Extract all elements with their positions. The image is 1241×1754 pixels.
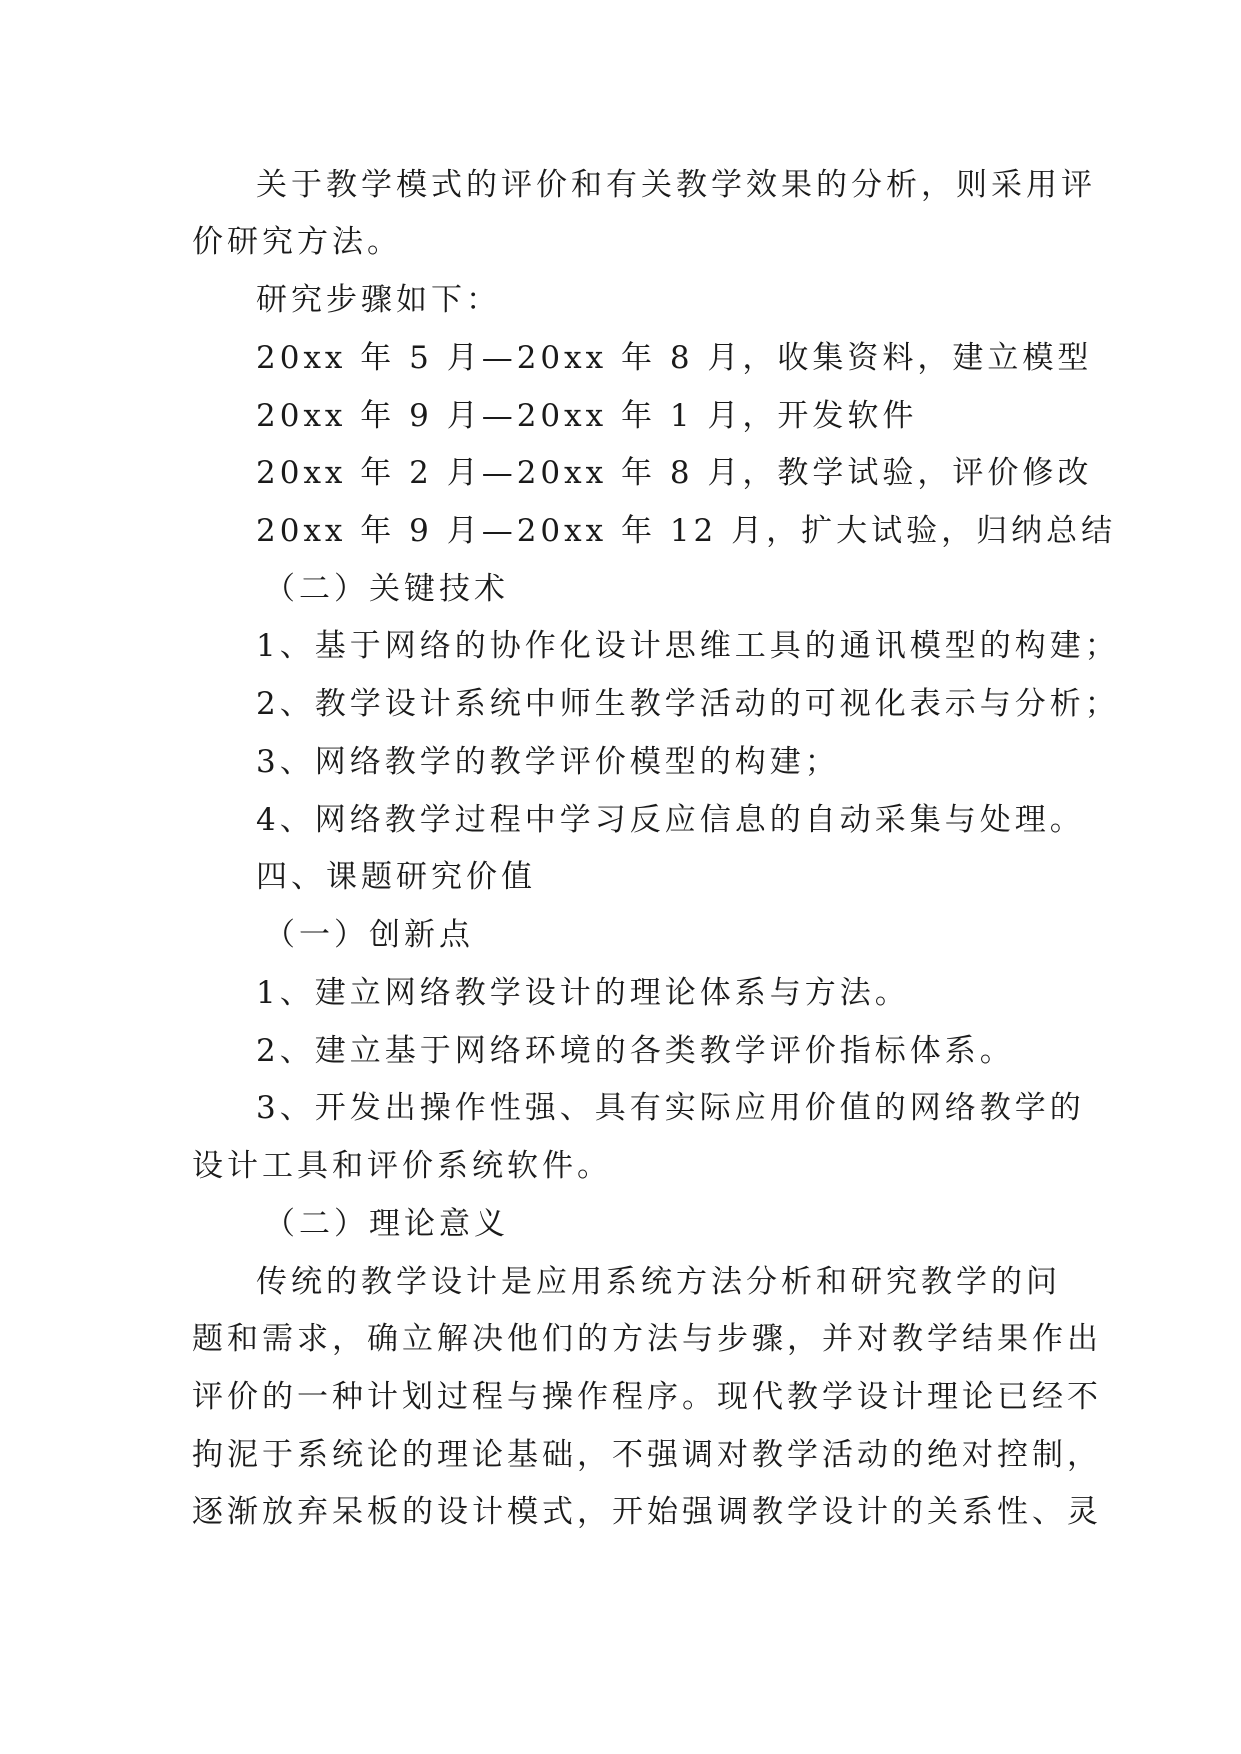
list-item: 设计工具和评价系统软件。: [192, 1148, 612, 1184]
schedule-item: 20xx 年 9 月—20xx 年 12 月，扩大试验，归纳总结: [256, 513, 1117, 549]
list-item: 2、建立基于网络环境的各类教学评价指标体系。: [256, 1033, 1015, 1069]
list-item: 1、基于网络的协作化设计思维工具的通讯模型的构建；: [256, 628, 1120, 664]
paragraph-line: 关于教学模式的评价和有关教学效果的分析，则采用评: [256, 167, 1096, 203]
paragraph-line: 价研究方法。: [192, 224, 402, 260]
paragraph-line: 传统的教学设计是应用系统方法分析和研究教学的问: [256, 1264, 1061, 1300]
schedule-item: 20xx 年 2 月—20xx 年 8 月，教学试验，评价修改: [256, 455, 1093, 491]
list-item: 2、教学设计系统中师生教学活动的可视化表示与分析；: [256, 686, 1120, 722]
paragraph-line: 题和需求，确立解决他们的方法与步骤，并对教学结果作出: [192, 1321, 1102, 1357]
section-heading: 四、课题研究价值: [256, 859, 536, 895]
paragraph-line: 拘泥于系统论的理论基础，不强调对教学活动的绝对控制，: [192, 1437, 1102, 1473]
paragraph-line: 研究步骤如下：: [256, 282, 501, 318]
list-item: 4、网络教学过程中学习反应信息的自动采集与处理。: [256, 802, 1085, 838]
section-heading: （二）关键技术: [264, 571, 509, 607]
list-item: 3、开发出操作性强、具有实际应用价值的网络教学的: [256, 1090, 1085, 1126]
paragraph-line: 评价的一种计划过程与操作程序。现代教学设计理论已经不: [192, 1379, 1102, 1415]
section-heading: （一）创新点: [264, 917, 474, 953]
paragraph-line: 逐渐放弃呆板的设计模式，开始强调教学设计的关系性、灵: [192, 1494, 1102, 1530]
schedule-item: 20xx 年 9 月—20xx 年 1 月，开发软件: [256, 398, 918, 434]
list-item: 3、网络教学的教学评价模型的构建；: [256, 744, 840, 780]
list-item: 1、建立网络教学设计的理论体系与方法。: [256, 975, 910, 1011]
schedule-item: 20xx 年 5 月—20xx 年 8 月，收集资料，建立模型: [256, 340, 1093, 376]
section-heading: （二）理论意义: [264, 1206, 509, 1242]
